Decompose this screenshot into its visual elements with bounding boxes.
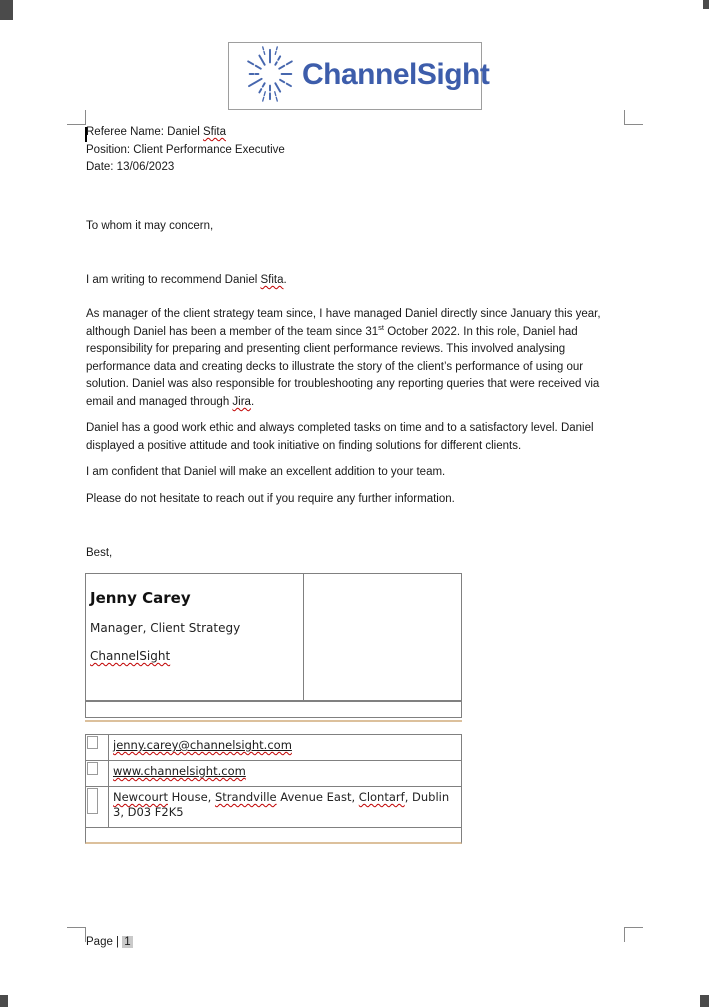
intro-paragraph: I am writing to recommend Daniel Sfita.	[86, 274, 287, 286]
broken-image-icon	[87, 762, 98, 775]
address-text: Newcourt House, Strandville Avenue East, Clontarf, Dublin 3, D03 F2K5	[113, 790, 450, 819]
ordinal-superscript: st	[378, 322, 384, 332]
signature-accent-rule-bottom	[85, 828, 462, 844]
email-link[interactable]: jenny.carey@channelsight.com	[113, 738, 292, 752]
margin-crop-mark-bottom-right	[624, 927, 643, 942]
margin-crop-mark-bottom-left	[67, 927, 86, 942]
screen-corner-top-right	[703, 0, 709, 9]
misspelled-word: Sfita	[202, 126, 226, 138]
misspelled-word: Clontarf	[358, 790, 405, 804]
logo-wordmark: ChannelSight	[302, 57, 490, 91]
paragraph-work-ethic: Daniel has a good work ethic and always completed tasks on time and to a satisfactory level. Daniel displayed a positive attitude and took initiative on finding solutions for different clients.	[86, 422, 594, 452]
misspelled-word: Sfita	[260, 274, 284, 286]
signature-block	[85, 573, 462, 844]
email-icon-placeholder	[86, 735, 109, 760]
letter-header-block	[86, 124, 628, 177]
signatory-company: ChannelSight	[90, 649, 171, 663]
screen-corner-top-left	[0, 0, 13, 20]
signature-spacer-row	[85, 702, 462, 718]
broken-image-icon	[87, 736, 98, 749]
page-footer	[86, 936, 133, 948]
paragraph-contact: Please do not hesitate to reach out if you require any further information.	[86, 493, 455, 505]
address-icon-placeholder	[86, 787, 109, 827]
salutation: To whom it may concern,	[86, 220, 214, 232]
misspelled-word: Strandville	[214, 790, 277, 804]
company-logo	[228, 42, 490, 110]
paragraph-confidence: I am confident that Daniel will make an excellent addition to your team.	[86, 466, 446, 478]
broken-image-icon	[87, 788, 98, 814]
closing-line: Best,	[86, 547, 113, 559]
signature-contact-table	[85, 734, 462, 844]
screen-corner-bottom-right	[700, 995, 709, 1007]
page-number-field: 1	[124, 936, 131, 948]
signature-identity-row	[85, 573, 462, 702]
website-row	[85, 761, 462, 787]
signature-accent-rule-top	[85, 720, 462, 722]
misspelled-word: Newcourt	[113, 790, 168, 804]
website-link[interactable]: www.channelsight.com	[113, 764, 246, 778]
signatory-title: Manager, Client Strategy	[90, 621, 241, 635]
paragraph-role-description: As manager of the client strategy team since, I have managed Daniel directly since January this year, although Daniel has been a member of the team since 31st October 2022. In this role, Daniel had responsibility for preparing and presenting client performance reviews. This involved analysing performance data and creating decks to illustrate the story of the client’s performance of using our solution. Daniel was also responsible for troubleshooting any reporting queries that were received via email and managed through Jira.	[86, 308, 601, 408]
page-label: Page |	[86, 936, 123, 948]
starburst-icon	[239, 44, 301, 109]
address-row	[85, 787, 462, 828]
misspelled-word: Jira	[232, 395, 251, 408]
margin-crop-mark-top-left	[67, 110, 86, 125]
position-line: Position: Client Performance Executive	[86, 143, 285, 156]
referee-name-line: Referee Name: Daniel Sfita	[86, 126, 226, 138]
email-row	[85, 735, 462, 761]
signature-empty-cell	[304, 574, 461, 700]
screen-corner-bottom-left	[0, 995, 8, 1007]
margin-crop-mark-top-right	[624, 110, 643, 125]
signatory-name: Jenny Carey	[90, 589, 191, 607]
website-icon-placeholder	[86, 761, 109, 786]
signature-identity-cell	[86, 574, 304, 700]
date-line: Date: 13/06/2023	[86, 161, 175, 174]
